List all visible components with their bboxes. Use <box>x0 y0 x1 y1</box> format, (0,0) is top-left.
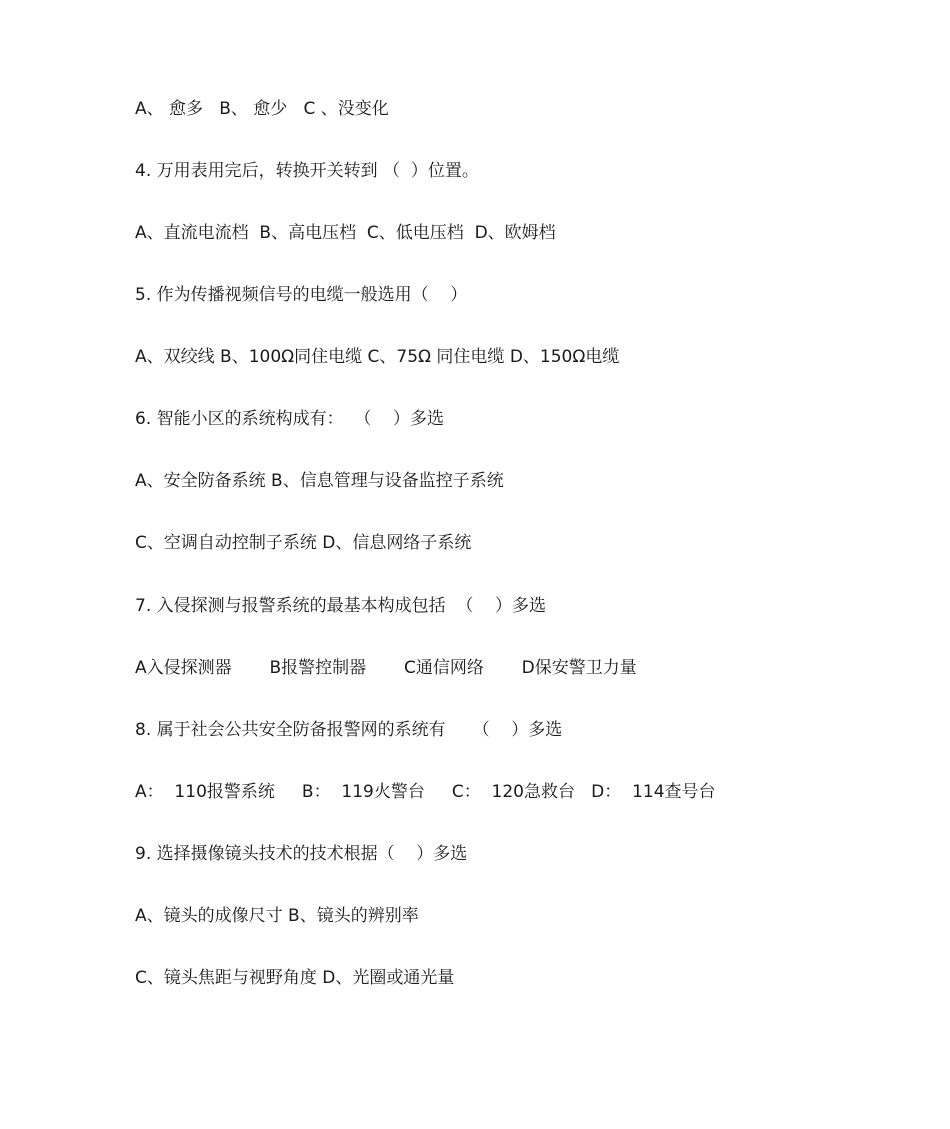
q3-options: A、 愈多 B、 愈少 C 、没变化 <box>135 99 389 119</box>
q9-options-1: A、镜头的成像尺寸 B、镜头的辨别率 <box>135 906 419 926</box>
q5-options: A、双绞线 B、100Ω同住电缆 C、75Ω 同住电缆 D、150Ω电缆 <box>135 347 620 367</box>
q8-question: 8. 属于社会公共安全防备报警网的系统有 （ ）多选 <box>135 720 563 740</box>
q5-question: 5. 作为传播视频信号的电缆一般选用（ ） <box>135 285 468 305</box>
q6-options-1: A、安全防备系统 B、信息管理与设备监控子系统 <box>135 471 504 491</box>
q7-question: 7. 入侵探测与报警系统的最基本构成包括 （ ）多选 <box>135 596 547 616</box>
q4-options: A、直流电流档 B、高电压档 C、低电压档 D、欧姆档 <box>135 223 556 243</box>
q9-options-2: C、镜头焦距与视野角度 D、光圈或通光量 <box>135 968 455 988</box>
q4-question: 4. 万用表用完后，转换开关转到 （ ）位置。 <box>135 161 479 181</box>
q7-options: A入侵探测器 B报警控制器 C通信网络 D保安警卫力量 <box>135 658 637 678</box>
q8-options: A： 110报警系统 B： 119火警台 C： 120急救台 D： 114查号台 <box>135 782 716 802</box>
q6-question: 6. 智能小区的系统构成有： （ ）多选 <box>135 409 445 429</box>
q6-options-2: C、空调自动控制子系统 D、信息网络子系统 <box>135 533 472 553</box>
q9-question: 9. 选择摄像镜头技术的技术根据（ ）多选 <box>135 844 468 864</box>
